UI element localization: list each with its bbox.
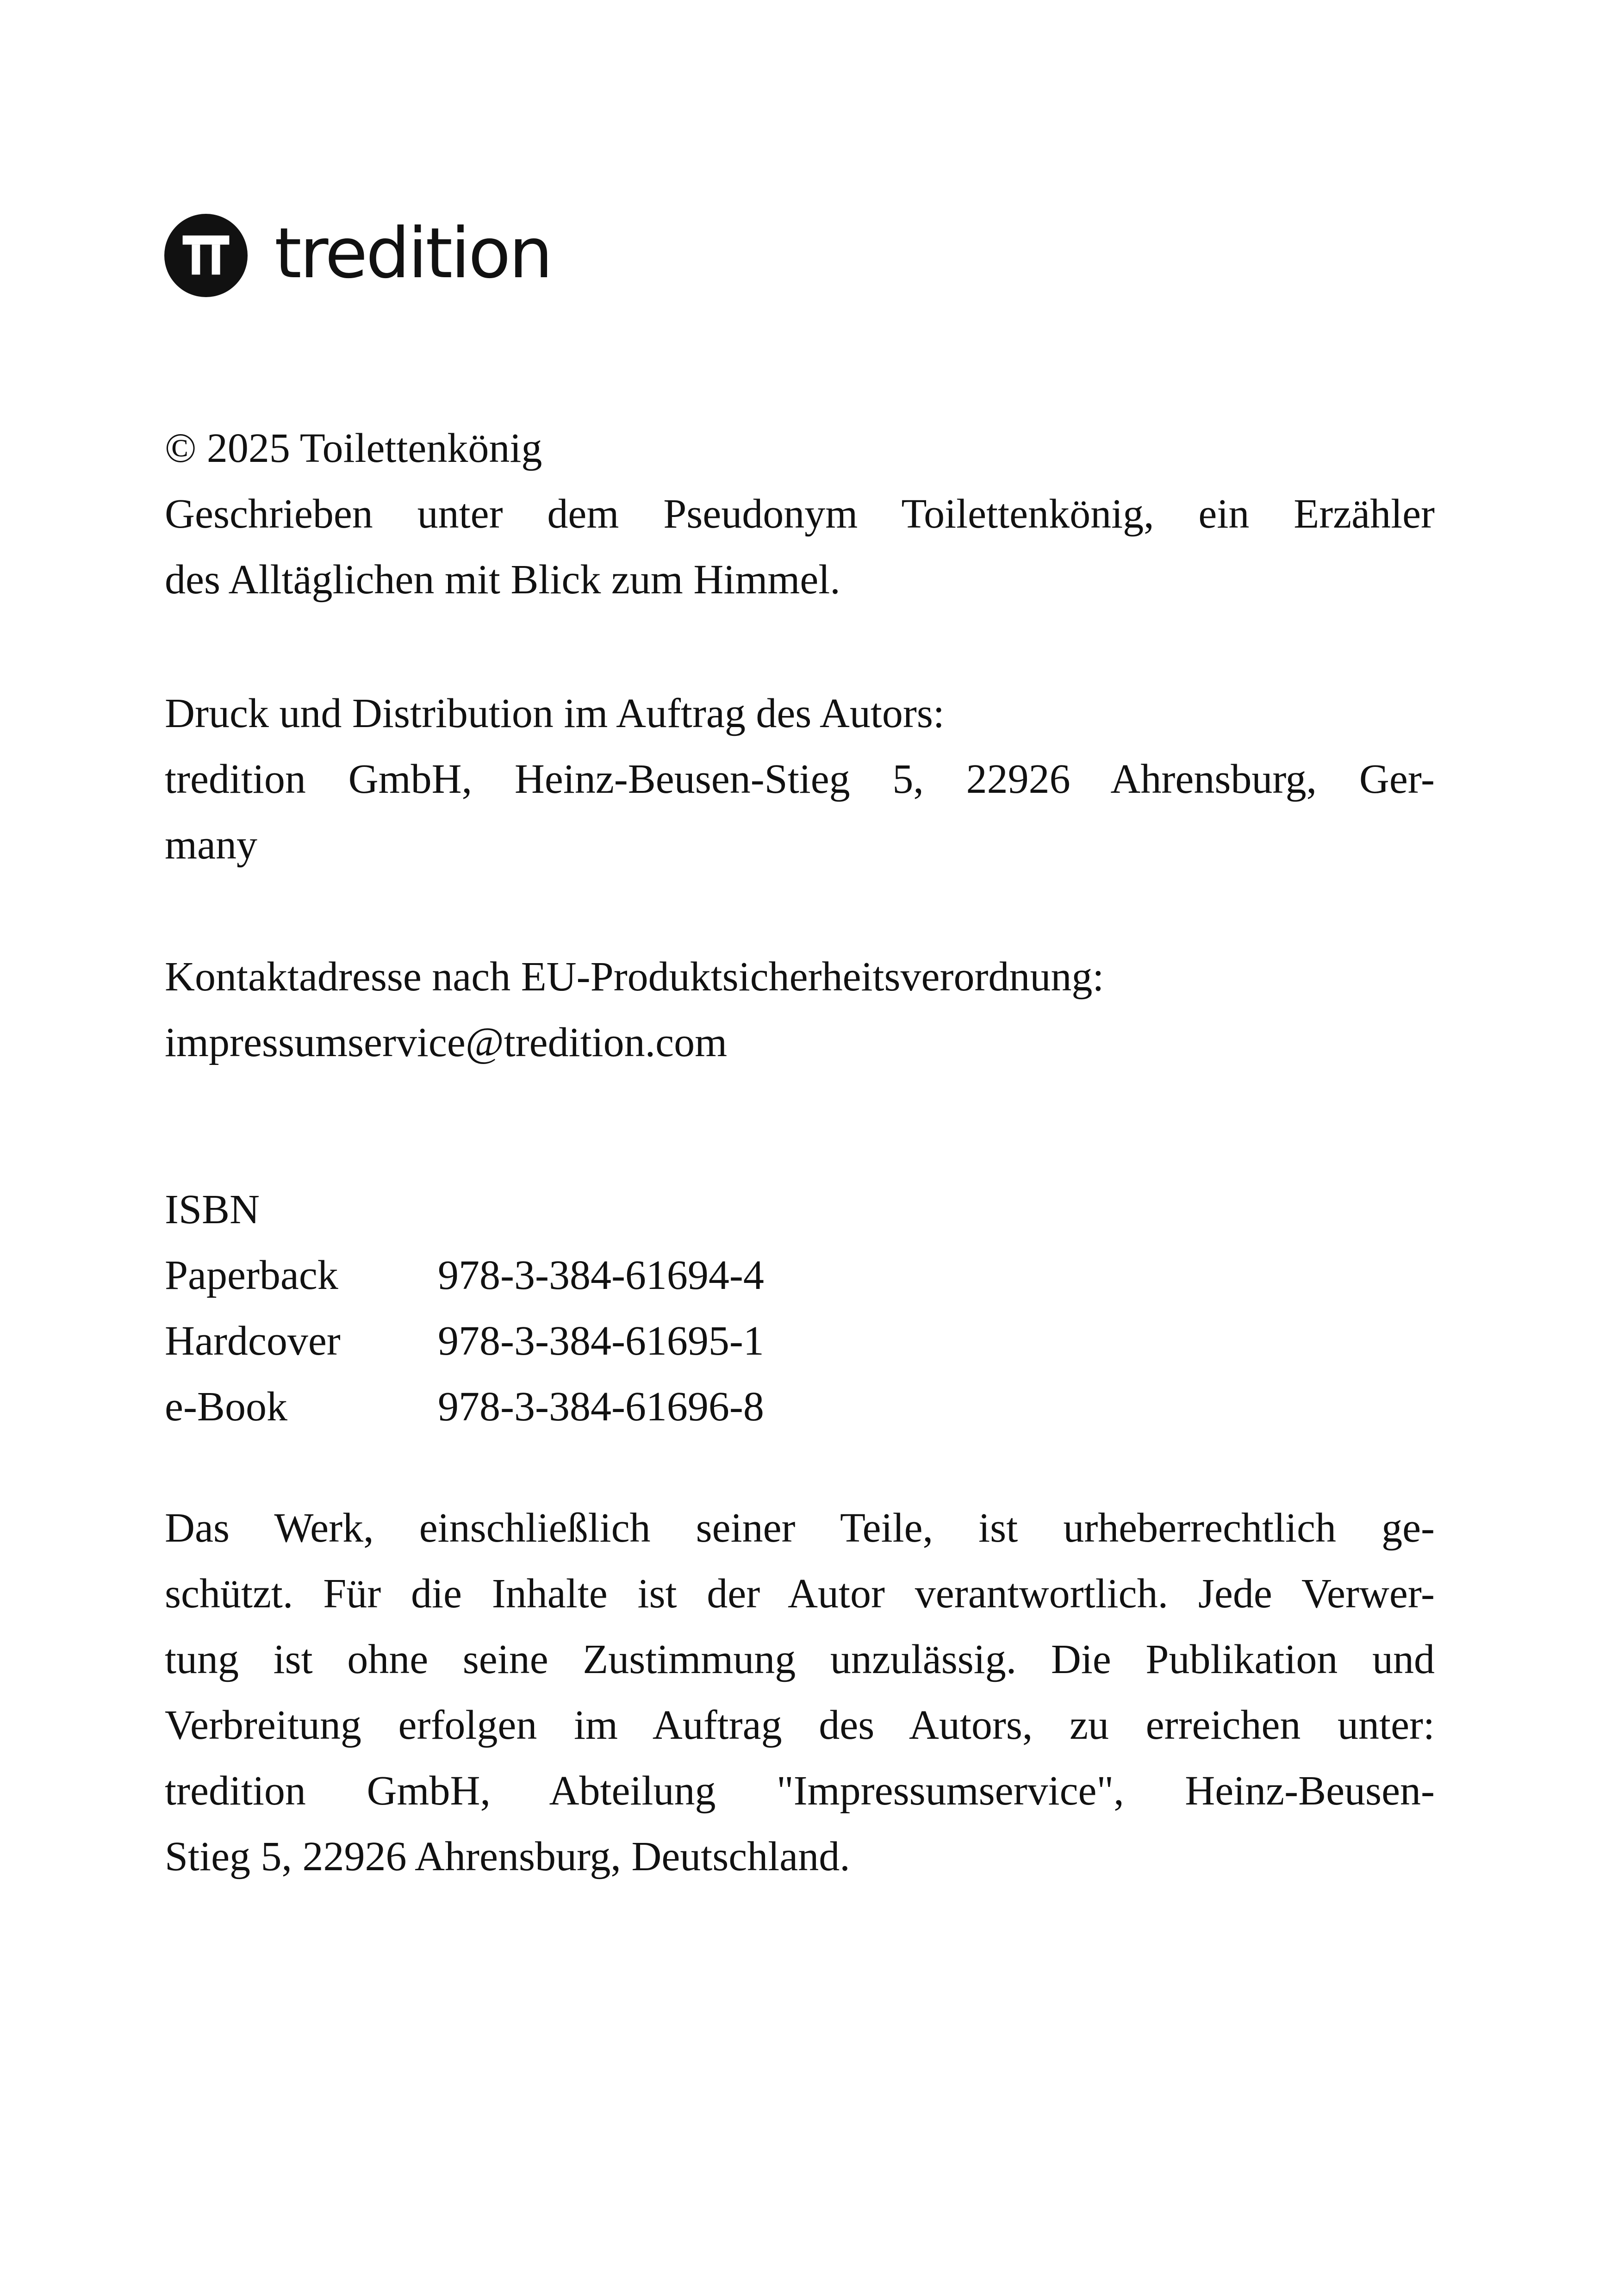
tredition-logo-icon [164, 214, 248, 297]
legal-line: tung ist ohne seine Zustimmung unzulässig. Die Publikation und [165, 1636, 1435, 1682]
contact-block [165, 944, 1435, 1076]
legal-line: Verbreitung erfolgen im Auftrag des Autors, zu erreichen unter: [165, 1702, 1435, 1748]
contact-email: impressumservice@tredition.com [165, 1020, 728, 1065]
legal-line: schützt. Für die Inhalte ist der Autor verantwortlich. Jede Verwer- [165, 1571, 1435, 1617]
isbn-label: Hardcover [165, 1318, 341, 1364]
isbn-block [165, 1177, 1435, 1440]
isbn-label: e-Book [165, 1384, 287, 1430]
print-distribution-block [165, 681, 1435, 878]
logo-wordmark: tredition [274, 213, 551, 294]
isbn-heading: ISBN [165, 1187, 260, 1232]
isbn-label: Paperback [165, 1252, 338, 1298]
legal-line: Das Werk, einschließlich seiner Teile, ist urheberrechtlich ge- [165, 1505, 1435, 1551]
publisher-address-line-2: many [165, 822, 257, 868]
isbn-row-hardcover [165, 1308, 1435, 1374]
legal-notice-block [165, 1495, 1435, 1890]
copyright-line: © 2025 Toilettenkönig [165, 425, 542, 471]
pseudonym-line-2: des Alltäglichen mit Blick zum Himmel. [165, 557, 840, 603]
publisher-address-line-1: tredition GmbH, Heinz-Beusen-Stieg 5, 22926 Ahrensburg, Ger- [165, 756, 1435, 802]
print-distribution-heading: Druck und Distribution im Auftrag des Autors: [165, 691, 945, 736]
publisher-logo [164, 214, 551, 297]
isbn-row-ebook [165, 1374, 1435, 1440]
isbn-value: 978-3-384-61695-1 [438, 1318, 764, 1364]
legal-line: tredition GmbH, Abteilung "Impressumservice", Heinz-Beusen- [165, 1768, 1435, 1814]
contact-heading: Kontaktadresse nach EU-Produktsicherheitsverordnung: [165, 954, 1104, 1000]
copyright-block [165, 416, 1435, 613]
legal-line: Stieg 5, 22926 Ahrensburg, Deutschland. [165, 1834, 850, 1879]
pseudonym-line-1: Geschrieben unter dem Pseudonym Toilettenkönig, ein Erzähler [165, 491, 1435, 537]
isbn-row-paperback [165, 1243, 1435, 1308]
isbn-value: 978-3-384-61694-4 [438, 1252, 764, 1298]
isbn-value: 978-3-384-61696-8 [438, 1384, 764, 1430]
